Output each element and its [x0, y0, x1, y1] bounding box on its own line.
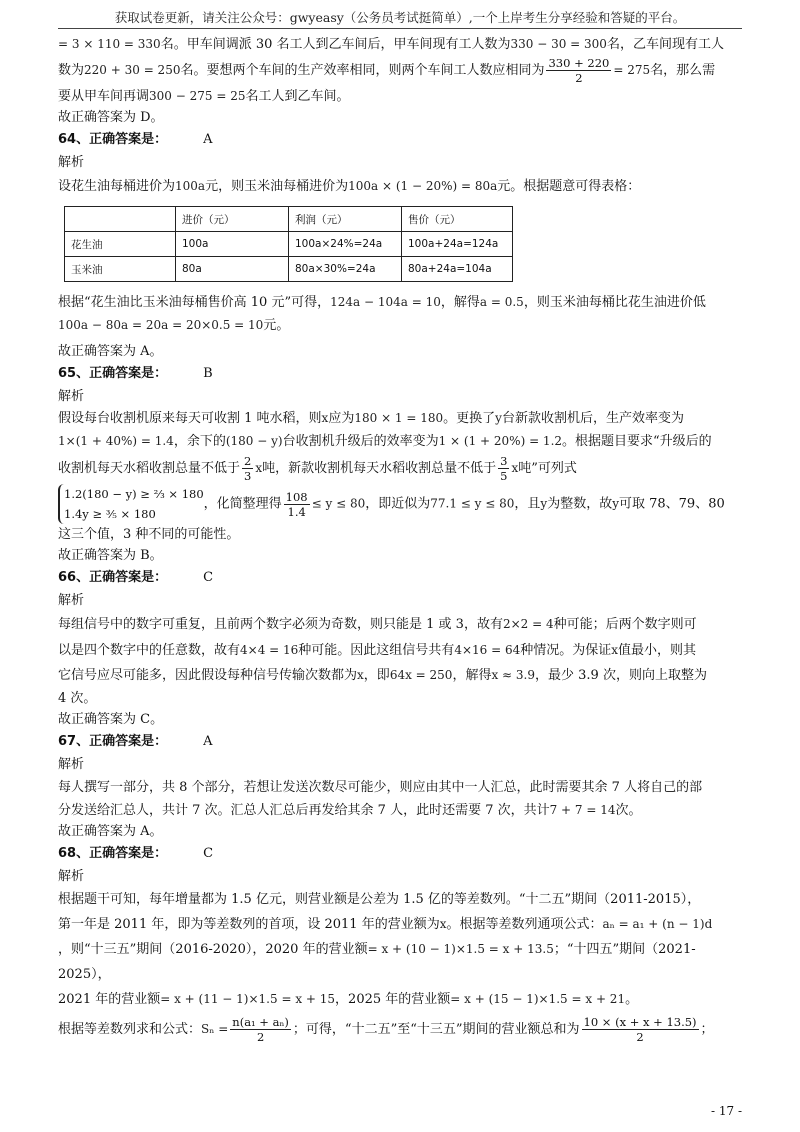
page-number: - 17 - [710, 1104, 742, 1118]
text: 名工人到乙车间。 [245, 89, 350, 104]
table-cell: 玉米油 [65, 257, 176, 282]
table-row [65, 257, 513, 282]
analysis-label: 解析 [58, 593, 85, 608]
conclusion: 故正确答案为 B。 [58, 548, 163, 563]
fraction: $\frac{\text{n(a₁ + aₙ)}}{2}$ [232, 1015, 289, 1044]
math: = 275 [613, 63, 651, 77]
q67: 67、正确答案是： A 解析 每人撰写一部分，共 8 个部分，若想让发送次数尽可能少，则应由其中一人汇总，此时需要其余 7 人将自己的部 分发送给汇总人，共计 7 次。汇总人汇总后再发给其余 7 人，此时还需要 7 次，共计7 + 7 = 14次。 故正确答案为 A。 [58, 730, 744, 842]
q66: 66、正确答案是： C 解析 每组信号中的数字可重复，且前两个数字必须为奇数，则只能是 1 或 3，故有2×2 = 4种可能；后两个数字则可 以是四个数字中的任意数，故有4×4 = 16种可能。因此这组信号共有4×16 = 64种情况。为保证x值最小，则其 它信号应尽可能多，因此假设每种信号传输次数都为x，即64x = 250，解得x ≈ 3.9，最少 3.9 次，则向上取整为 4 次。 故正确答案为 C。 [58, 566, 744, 730]
conclusion: 故正确答案为 C。 [58, 712, 164, 727]
text: 名，那么需 [650, 63, 716, 78]
table-header-cell: 售价（元） [402, 207, 513, 232]
question-heading: 66、正确答案是： C [58, 570, 214, 585]
table-row [65, 232, 513, 257]
table-cell: 100a+24a=124a [402, 232, 513, 257]
table-cell: 100a [176, 232, 289, 257]
text: 名。要想两个车间的生产效率相同，则两个车间工人数应相同为 [180, 63, 545, 78]
analysis-label: 解析 [58, 869, 85, 884]
q68: 68、正确答案是： C 解析 根据题干可知，每年增量都为 1.5 亿元，则营业额是公差为 1.5 亿的等差数列。“十二五”期间（2011-2015）， 第一年是 2011 年，即为等差数列的首项，设 2011 年的营业额为x。根据等差数列通项公式：aₙ = a₁ + (n − 1)d ，则“十三五”期间（2016-2020），2020 年的营业额= x + (10 − 1)×1.5 = x + 13.5；“十四五”期间（2021-2025）， 2021 年的营业额= x + (11 − 1)×1.5 = x + 15，2025 年的营业额= x + (15 − 1)×1.5 = x + 21。 根据等差数列求和公式：Sₙ = $\frac{\text{n(a₁ + aₙ)}}{2}$ ；可得，“十二五”至“十三五”期间的营业额总和为 $\frac{10 \times (x + x + 13.5)}{2}$ ； [58, 842, 744, 1047]
q63-tail [58, 34, 744, 128]
text: 名，乙车间现有工人 [606, 37, 724, 52]
table-header-cell: 进价（元） [176, 207, 289, 232]
fraction: $\frac{10 \times (x + x + 13.5)}{2}$ [583, 1015, 697, 1044]
conclusion: 故正确答案为 D。 [58, 110, 164, 125]
text: 要从甲车间再调 [58, 89, 150, 104]
math: 330 − 30 = 300 [510, 37, 607, 51]
fraction: $\frac{330 + 220}{2}$ [548, 56, 610, 85]
conclusion: 故正确答案为 A。 [58, 824, 163, 839]
q64: 64、正确答案是： A 解析 设花生油每桶进价为100a元，则玉米油每桶进价为100a × (1 − 20%) = 80a元。根据题意可得表格： 进价（元） 利润（元） 售价（元） 花生油 100a 100a×24%=24a 100a+24a=124a 玉米油 80a 80a×30%=24a 80a+24a=104a 根据“花生油比玉米油每桶售价高 10 元”可得，124a − 104a = 10，解得a = 0.5，则玉米油每桶比花生油进价低 100a − 80a = 20a = 20×0.5 = 10元。 故正确答案为 A。 [58, 128, 744, 362]
analysis-label: 解析 [58, 757, 85, 772]
table-cell: 80a+24a=104a [402, 257, 513, 282]
question-heading: 68、正确答案是： C [58, 846, 214, 861]
document-body [58, 34, 744, 1047]
analysis-label: 解析 [58, 389, 85, 404]
page-header: 获取试卷更新，请关注公众号：gwyeasy（公务员考试挺简单）,一个上岸考生分享经验和答疑的平台。 [114, 10, 686, 25]
text: 数为 [58, 63, 85, 78]
math: 220 + 30 = 250 [84, 63, 181, 77]
fraction: $\frac{3}{5}$ [500, 454, 508, 483]
header-rule [58, 28, 742, 29]
table-header-cell: 利润（元） [289, 207, 402, 232]
math: = 3 × 110 = 330 [58, 37, 161, 51]
table-header-row [65, 207, 513, 232]
analysis-label: 解析 [58, 155, 85, 170]
table-cell: 80a×30%=24a [289, 257, 402, 282]
fraction: $\frac{108}{1.4}$ [285, 489, 308, 519]
question-heading: 64、正确答案是： A [58, 132, 213, 147]
table-cell: 花生油 [65, 232, 176, 257]
inequality-system: 1.2(180 − y) ≥ ⅔ × 180 1.4y ≥ ⅗ × 180 [58, 484, 204, 524]
conclusion: 故正确答案为 A。 [58, 344, 163, 359]
math: 300 − 275 = 25 [149, 89, 246, 103]
table-cell: 100a×24%=24a [289, 232, 402, 257]
price-table [64, 206, 513, 282]
table-header-cell [65, 207, 176, 232]
question-heading: 65、正确答案是： B [58, 366, 213, 381]
text: 名。甲车间调派 30 名工人到乙车间后，甲车间现有工人数为 [160, 37, 511, 52]
fraction: $\frac{2}{3}$ [244, 454, 252, 483]
table-cell: 80a [176, 257, 289, 282]
question-heading: 67、正确答案是： A [58, 734, 213, 749]
q65: 65、正确答案是： B 解析 假设每台收割机原来每天可收割 1 吨水稻，则x应为180 × 1 = 180。更换了y台新款收割机后，生产效率变为 1×(1 + 40%) = 1.4，余下的(180 − y)台收割机升级后的效率变为1 × (1 + 20%) = 1.2。根据题目要求“升级后的 收割机每天水稻收割总量不低于 $\frac{2}{3}$ x吨，新款收割机每天水稻收割总量不低于 $\frac{3}{5}$ x吨”可列式 1.2(180 − y) ≥ ⅔ × 180 1.4y ≥ ⅗ × 180 ，化简整理得 $\frac{108}{1.4}$ ≤ y ≤ 80，即近似为77.1 ≤ y ≤ 80，且y为整数，故y可取 78、79、80 这三个值，3 种不同的可能性。 故正确答案为 B。 [58, 362, 744, 566]
